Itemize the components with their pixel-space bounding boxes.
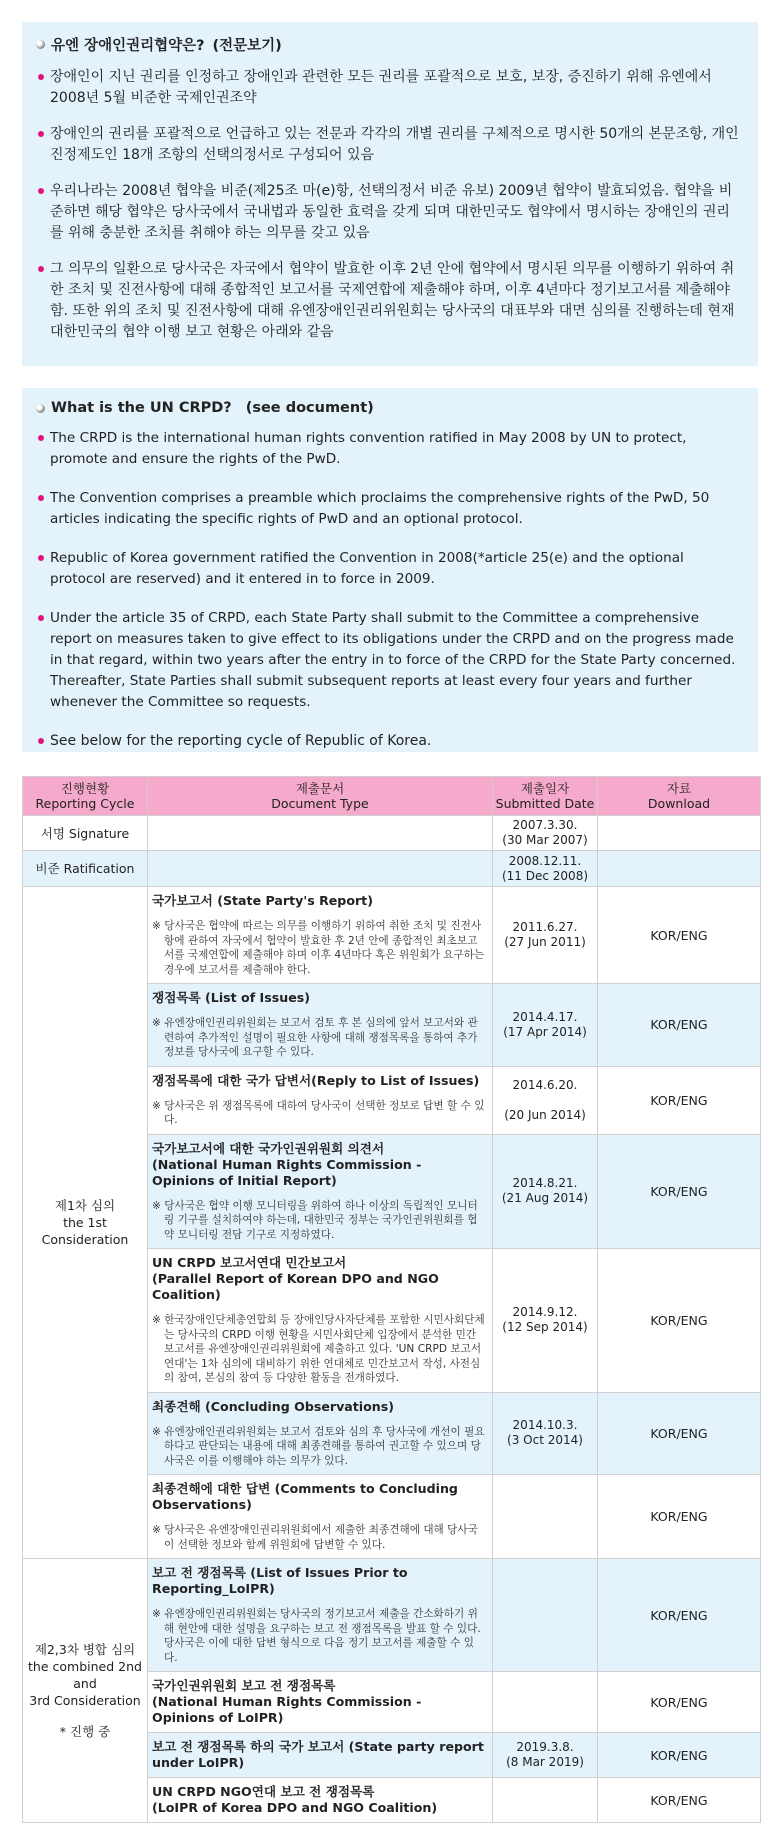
- list-item: The CRPD is the international human rights convention ratified in May 2008 by UN to protect, promote and ensure the rights of the PwD.: [50, 428, 742, 470]
- date-cell: 2014.6.20. (20 Jun 2014): [493, 1066, 598, 1134]
- panel-title-en: [50, 400, 742, 416]
- download-link[interactable]: KOR/ENG: [598, 1559, 761, 1672]
- cycle-cell-second: 제2,3차 병합 심의 the combined 2nd and 3rd Consideration * 진행 중: [23, 1559, 148, 1823]
- download-cell: [598, 816, 761, 851]
- download-link[interactable]: KOR/ENG: [598, 1475, 761, 1559]
- document-cell: [148, 816, 493, 851]
- download-link[interactable]: KOR/ENG: [598, 887, 761, 984]
- bullet-sphere-icon: [36, 40, 45, 49]
- cycle-cell-first: 제1차 심의 the 1st Consideration: [23, 887, 148, 1559]
- download-link[interactable]: KOR/ENG: [598, 1733, 761, 1778]
- panel-title-text: What is the UN CRPD?: [51, 400, 232, 416]
- document-cell: [148, 851, 493, 887]
- list-item: Under the article 35 of CRPD, each State Party shall submit to the Committee a comprehensive report on measures taken to give effect to its obligations under the CRPD and on the progress made in that regard, within two years after the entry in to force of the CRPD for the State Party concerned. Thereafter, State Parties shall submit subsequent reports at least every four years and further whenever the Committee so requests.: [50, 608, 742, 713]
- crpd-info-panel-ko: [22, 22, 758, 366]
- date-cell: 2014.8.21. (21 Aug 2014): [493, 1134, 598, 1249]
- download-link[interactable]: KOR/ENG: [598, 1778, 761, 1823]
- table-row-signature: [23, 816, 761, 851]
- cycle-cell: 비준 Ratification: [23, 851, 148, 887]
- in-progress-label: * 진행 중: [59, 1724, 111, 1739]
- date-cell: 2007.3.30. (30 Mar 2007): [493, 816, 598, 851]
- document-cell: 최종견해에 대한 답변 (Comments to Concluding Observations) ※ 당사국은 유엔장애인권리위원회에서 제출한 최종견해에 대해 당사국이 선택한 정보와 함께 위원회에 답변할 수 있다.: [148, 1475, 493, 1559]
- document-cell: 보고 전 쟁점목록 (List of Issues Prior to Reporting_LoIPR) ※ 유엔장애인권리위원회는 당사국의 정기보고서 제출을 간소화하기 위해 현안에 대한 설명을 요구하는 보고 전 쟁점목록을 발표 할 수 있다. 당사국은 이에 대한 답변 형식으로 다음 정기 보고서를 제출할 수 있다.: [148, 1559, 493, 1672]
- header-document-type: 제출문서 Document Type: [148, 777, 493, 816]
- bullet-dot-icon: [38, 435, 44, 441]
- panel-title-ko: [50, 34, 742, 55]
- header-download: 자료 Download: [598, 777, 761, 816]
- document-cell: 국가보고서에 대한 국가인권위원회 의견서 (National Human Rights Commission - Opinions of Initial Report) ※ 당사국은 협약 이행 모니터링을 위하여 하나 이상의 독립적인 모니터링 기구를 설치하여야 하는데, 대한민국 정부는 국가인권위원회를 협약 모니터링 전담 기구로 지정하였다.: [148, 1134, 493, 1249]
- list-item: Republic of Korea government ratified the Convention in 2008(*article 25(e) and the optional protocol are reserved) and it entered in to force in 2009.: [50, 548, 742, 590]
- bullet-dot-icon: [38, 555, 44, 561]
- table-row: [23, 887, 761, 984]
- download-cell: [598, 851, 761, 887]
- list-item: 장애인의 권리를 포괄적으로 언급하고 있는 전문과 각각의 개별 권리를 구체적으로 명시한 50개의 본문조항, 개인 진정제도인 18개 조항의 선택의정서로 구성되어 있음: [50, 124, 742, 166]
- download-link[interactable]: KOR/ENG: [598, 1249, 761, 1393]
- info-list-en: [50, 428, 742, 752]
- header-submitted-date: 제출일자 Submitted Date: [493, 777, 598, 816]
- table-header-row: [23, 777, 761, 816]
- bullet-dot-icon: [38, 495, 44, 501]
- reporting-cycle-table: [22, 776, 761, 1823]
- info-list-ko: [50, 67, 742, 343]
- download-link[interactable]: KOR/ENG: [598, 1066, 761, 1134]
- document-cell: 쟁점목록에 대한 국가 답변서(Reply to List of Issues) ※ 당사국은 위 쟁점목록에 대하여 당사국이 선택한 정보로 답변 할 수 있다.: [148, 1066, 493, 1134]
- date-cell: [493, 1672, 598, 1733]
- date-cell: 2011.6.27. (27 Jun 2011): [493, 887, 598, 984]
- date-cell: 2019.3.8. (8 Mar 2019): [493, 1733, 598, 1778]
- date-cell: [493, 1778, 598, 1823]
- bullet-dot-icon: [38, 266, 44, 272]
- download-link[interactable]: KOR/ENG: [598, 1392, 761, 1475]
- see-document-link[interactable]: (see document): [245, 400, 374, 416]
- bullet-dot-icon: [38, 131, 44, 137]
- bullet-dot-icon: [38, 615, 44, 621]
- cycle-cell: 서명 Signature: [23, 816, 148, 851]
- download-link[interactable]: KOR/ENG: [598, 1672, 761, 1733]
- table-row: [23, 1559, 761, 1672]
- list-item: The Convention comprises a preamble which proclaims the comprehensive rights of the PwD, 50 articles indicating the specific rights of PwD and an optional protocol.: [50, 488, 742, 530]
- bullet-sphere-icon: [36, 404, 45, 413]
- date-cell: [493, 1559, 598, 1672]
- view-full-text-link[interactable]: (전문보기): [212, 38, 282, 54]
- list-item: 그 의무의 일환으로 당사국은 자국에서 협약이 발효한 이후 2년 안에 협약에서 명시된 의무를 이행하기 위하여 취한 조치 및 진전사항에 대해 종합적인 보고서를 국제연합에 제출해야 하며, 이후 4년마다 정기보고서를 제출해야 함. 또한 위의 조치 및 진전사항에 대해 유엔장애인권리위원회는 당사국의 대표부와 대면 심의를 진행하는데 현재 대한민국의 협약 이행 보고 현황은 아래와 같음: [50, 259, 742, 343]
- list-item: See below for the reporting cycle of Republic of Korea.: [50, 731, 742, 752]
- crpd-info-panel-en: [22, 388, 758, 752]
- date-cell: 2014.4.17. (17 Apr 2014): [493, 984, 598, 1067]
- bullet-dot-icon: [38, 188, 44, 194]
- header-reporting-cycle: 진행현황 Reporting Cycle: [23, 777, 148, 816]
- list-item: 장애인이 지닌 권리를 인정하고 장애인과 관련한 모든 권리를 포괄적으로 보호, 보장, 증진하기 위해 유엔에서 2008년 5월 비준한 국제인권조약: [50, 67, 742, 109]
- document-cell: 쟁점목록 (List of Issues) ※ 유엔장애인권리위원회는 보고서 검토 후 본 심의에 앞서 보고서와 관련하여 추가적인 설명이 필요한 사항에 대해 쟁점목록을 통하여 추가 정보를 당사국에 요구할 수 있다.: [148, 984, 493, 1067]
- date-cell: 2014.10.3. (3 Oct 2014): [493, 1392, 598, 1475]
- table-row-ratification: [23, 851, 761, 887]
- bullet-dot-icon: [38, 738, 44, 744]
- date-cell: 2014.9.12. (12 Sep 2014): [493, 1249, 598, 1393]
- bullet-dot-icon: [38, 74, 44, 80]
- document-cell: 최종견해 (Concluding Observations) ※ 유엔장애인권리위원회는 보고서 검토와 심의 후 당사국에 개선이 필요하다고 판단되는 내용에 대해 최종견해를 통하여 권고할 수 있으며 당사국은 이를 이행해야 하는 의무가 있다.: [148, 1392, 493, 1475]
- date-cell: 2008.12.11. (11 Dec 2008): [493, 851, 598, 887]
- document-cell: UN CRPD 보고서연대 민간보고서 (Parallel Report of Korean DPO and NGO Coalition) ※ 한국장애인단체총연합회 등 장애인당사자단체를 포함한 시민사회단체는 당사국의 CRPD 이행 현황을 시민사회단체 입장에서 분석한 민간보고서를 유엔장애인권리위원회에 제출하고 있다. 'UN CRPD 보고서연대'는 1차 심의에 대비하기 위한 연대체로 민간보고서 작성, 사전심의 참여, 본심의 참여 등 다양한 활동을 전개하였다.: [148, 1249, 493, 1393]
- panel-title-text: 유엔 장애인권리협약은?: [51, 38, 205, 54]
- document-cell: UN CRPD NGO연대 보고 전 쟁점목록 (LoIPR of Korea DPO and NGO Coalition): [148, 1778, 493, 1823]
- document-cell: 보고 전 쟁점목록 하의 국가 보고서 (State party report under LoIPR): [148, 1733, 493, 1778]
- download-link[interactable]: KOR/ENG: [598, 1134, 761, 1249]
- list-item: 우리나라는 2008년 협약을 비준(제25조 마(e)항, 선택의정서 비준 유보) 2009년 협약이 발효되었음. 협약을 비준하면 해당 협약은 당사국에서 국내법과 동일한 효력을 갖게 되며 대한민국도 협약에서 명시하는 장애인의 권리를 위해 충분한 조치를 취해야 하는 의무를 갖고 있음: [50, 181, 742, 244]
- document-cell: 국가보고서 (State Party's Report) ※ 당사국은 협약에 따르는 의무를 이행하기 위하여 취한 조치 및 진전사항에 관하여 자국에서 협약이 발효한 후 2년 안에 종합적인 최초보고서를 국제연합에 제출해야 하며 이후 4년마다 혹은 위원회가 요구하는 경우에 보고서를 제출해야 한다.: [148, 887, 493, 984]
- download-link[interactable]: KOR/ENG: [598, 984, 761, 1067]
- date-cell: [493, 1475, 598, 1559]
- document-cell: 국가인권위원회 보고 전 쟁점목록 (National Human Rights Commission - Opinions of LoIPR): [148, 1672, 493, 1733]
